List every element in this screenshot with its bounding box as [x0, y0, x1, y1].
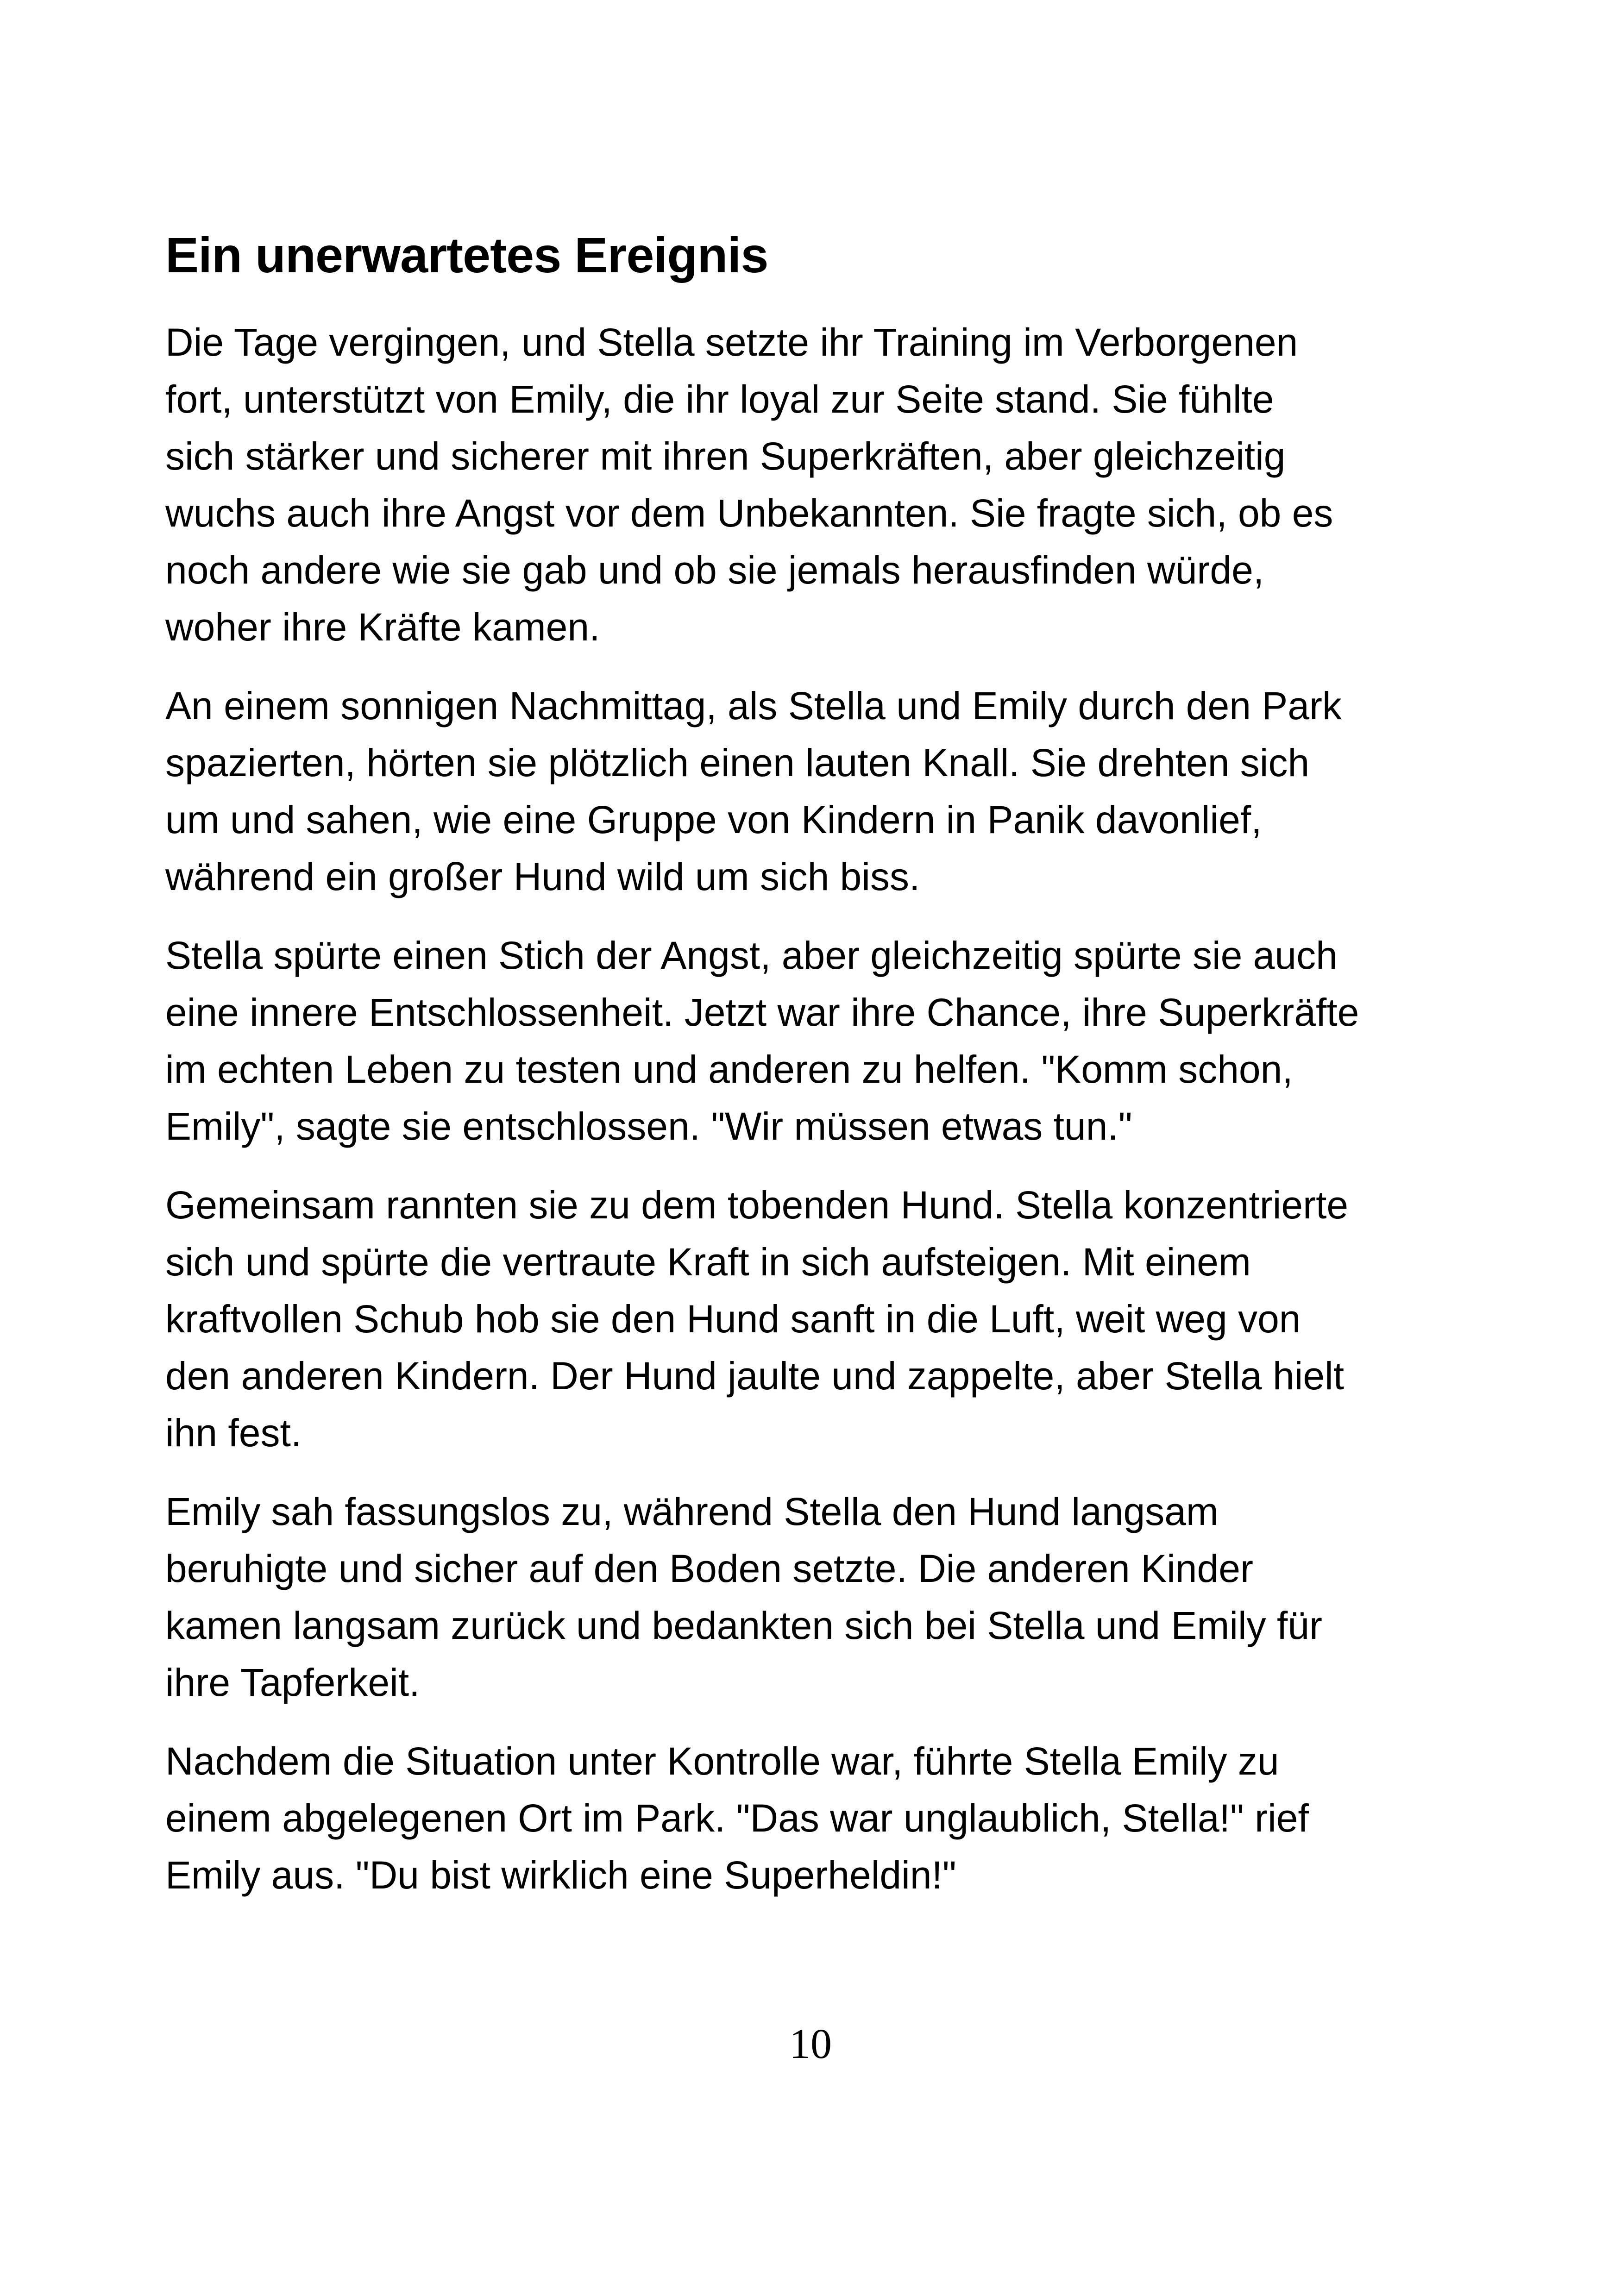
paragraph-3	[165, 927, 1508, 1155]
text-line: kraftvollen Schub hob sie den Hund sanft in die Luft, weit weg von	[165, 1297, 1301, 1341]
text-line: noch andere wie sie gab und ob sie jemals herausfinden würde,	[165, 548, 1264, 592]
text-line: Nachdem die Situation unter Kontrolle war, führte Stella Emily zu	[165, 1739, 1279, 1783]
page-content	[165, 220, 1508, 1926]
text-line: Emily aus. "Du bist wirklich eine Superheldin!"	[165, 1853, 956, 1897]
text-line: um und sahen, wie eine Gruppe von Kindern in Panik davonlief,	[165, 798, 1262, 841]
text-line: spazierten, hörten sie plötzlich einen lauten Knall. Sie drehten sich	[165, 741, 1310, 784]
text-line: woher ihre Kräfte kamen.	[165, 605, 600, 649]
page-number: 10	[789, 2020, 832, 2067]
paragraph-1	[165, 314, 1508, 656]
text-line: An einem sonnigen Nachmittag, als Stella und Emily durch den Park	[165, 684, 1342, 728]
chapter-title: Ein unerwartetes Ereignis	[165, 227, 768, 283]
text-line: den anderen Kindern. Der Hund jaulte und zappelte, aber Stella hielt	[165, 1354, 1345, 1398]
text-line: während ein großer Hund wild um sich biss.	[165, 855, 920, 898]
text-line: Emily", sagte sie entschlossen. "Wir müssen etwas tun."	[165, 1104, 1132, 1148]
paragraph-2	[165, 678, 1508, 905]
text-line: Stella spürte einen Stich der Angst, aber gleichzeitig spürte sie auch	[165, 934, 1338, 977]
text-line: einem abgelegenen Ort im Park. "Das war unglaublich, Stella!" rief	[165, 1796, 1309, 1840]
text-line: beruhigte und sicher auf den Boden setzte. Die anderen Kinder	[165, 1547, 1253, 1590]
text-line: sich und spürte die vertraute Kraft in sich aufsteigen. Mit einem	[165, 1240, 1251, 1284]
text-line: sich stärker und sicherer mit ihren Superkräften, aber gleichzeitig	[165, 434, 1286, 478]
text-line: fort, unterstützt von Emily, die ihr loyal zur Seite stand. Sie fühlte	[165, 377, 1274, 421]
text-line: Die Tage vergingen, und Stella setzte ihr Training im Verborgenen	[165, 320, 1298, 364]
paragraph-5	[165, 1483, 1508, 1711]
text-line: kamen langsam zurück und bedankten sich bei Stella und Emily für	[165, 1604, 1323, 1647]
text-line: wuchs auch ihre Angst vor dem Unbekannten. Sie fragte sich, ob es	[165, 491, 1333, 535]
text-line: Emily sah fassungslos zu, während Stella den Hund langsam	[165, 1490, 1219, 1533]
paragraph-6	[165, 1733, 1508, 1904]
paragraph-4	[165, 1177, 1508, 1462]
text-line: ihre Tapferkeit.	[165, 1661, 420, 1704]
text-line: ihn fest.	[165, 1411, 302, 1455]
text-line: Gemeinsam rannten sie zu dem tobenden Hund. Stella konzentrierte	[165, 1183, 1349, 1227]
text-line: eine innere Entschlossenheit. Jetzt war ihre Chance, ihre Superkräfte	[165, 991, 1359, 1034]
text-line: im echten Leben zu testen und anderen zu helfen. "Komm schon,	[165, 1048, 1293, 1091]
